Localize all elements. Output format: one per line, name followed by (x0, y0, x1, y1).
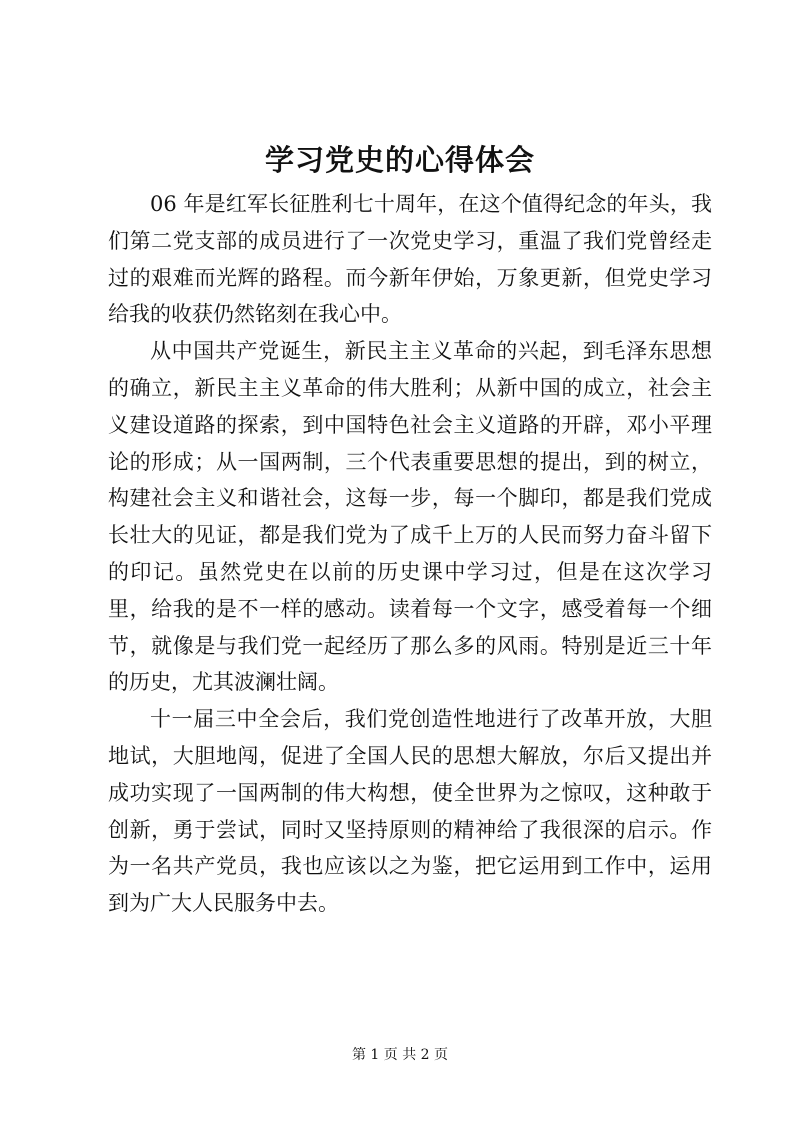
document-title: 学习党史的心得体会 (264, 143, 535, 177)
paragraph-3: 十一届三中全会后，我们党创造性地进行了改革开放，大胆地试，大胆地闯，促进了全国人民的思想大解放，尔后又提出并成功实现了一国两制的伟大构想，使全世界为之惊叹，这种敢于创新，勇于尝试，同时又坚持原则的精神给了我很深的启示。作为一名共产党员，我也应该以之为鉴，把它运用到工作中，运用到为广大人民服务中去。 (108, 707, 712, 916)
document-body (108, 186, 712, 922)
page-footer: 第 1 页 共 2 页 (351, 1047, 449, 1063)
paragraph-1: 06 年是红军长征胜利七十周年，在这个值得纪念的年头，我们第二党支部的成员进行了一次党史学习，重温了我们党曾经走过的艰难而光辉的路程。而今新年伊始，万象更新，但党史学习给我的收获仍然铭刻在我心中。 (108, 192, 712, 327)
paragraph-2: 从中国共产党诞生，新民主主义革命的兴起，到毛泽东思想的确立，新民主主义革命的伟大胜利；从新中国的成立，社会主义建设道路的探索，到中国特色社会主义道路的开辟，邓小平理论的形成；从一国两制，三个代表重要思想的提出，到的树立，构建社会主义和谐社会，这每一步，每一个脚印，都是我们党成长壮大的见证，都是我们党为了成千上万的人民而努力奋斗留下的印记。虽然党史在以前的历史课中学习过，但是在这次学习里，给我的是不一样的感动。读着每一个文字，感受着每一个细节，就像是与我们党一起经历了那么多的风雨。特别是近三十年的历史，尤其波澜壮阔。 (108, 339, 712, 695)
